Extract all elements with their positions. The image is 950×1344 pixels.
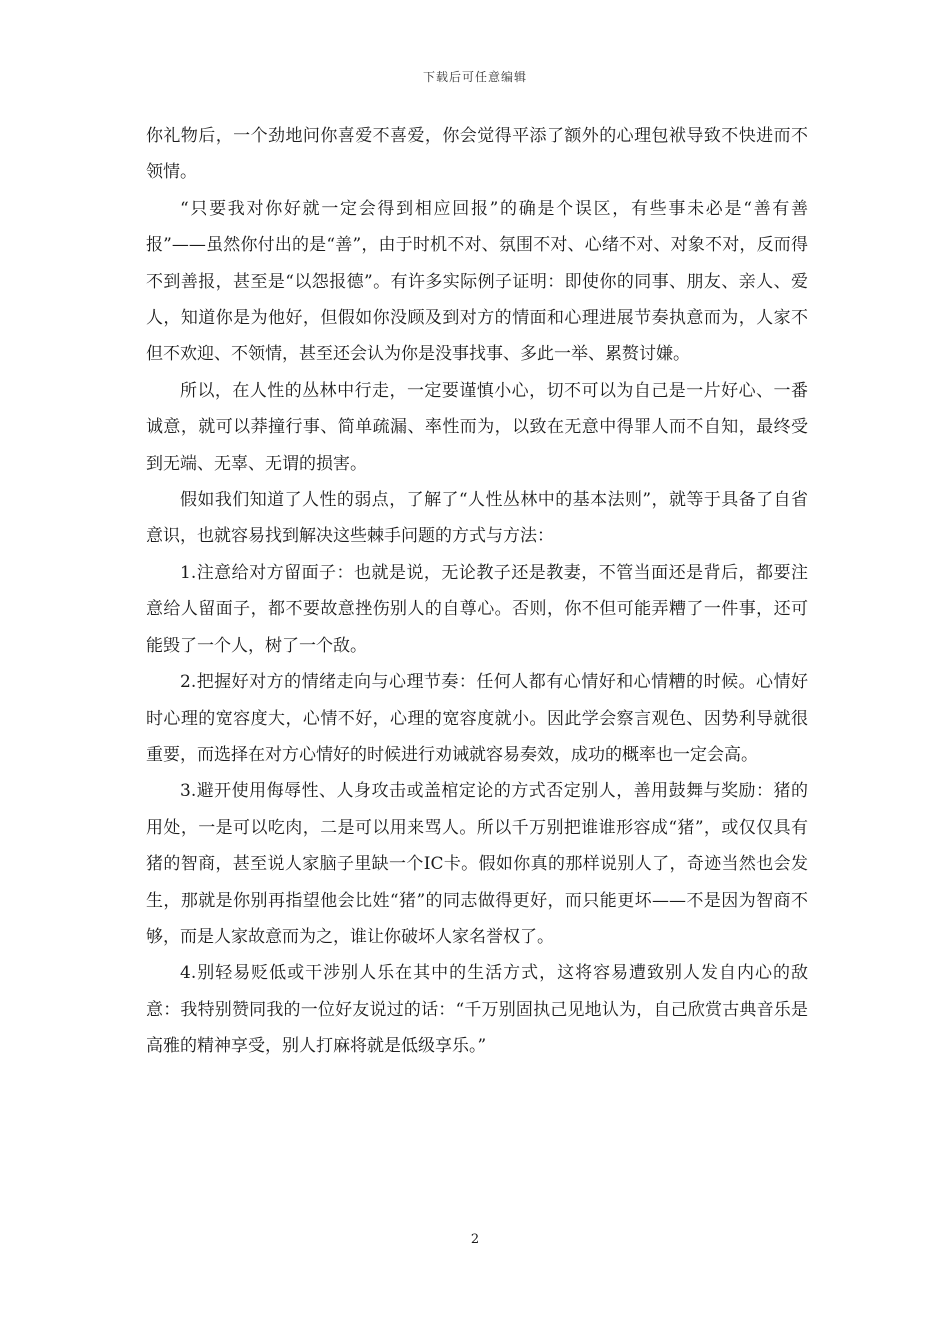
list-item-2: 2.把握好对方的情绪走向与心理节奏：任何人都有心情好和心情糟的时候。心情好时心理的宽容度大，心情不好，心理的宽容度就小。因此学会察言观色、因势利导就很重要，而选择在对方心情好的时候进行劝诫就容易奏效，成功的概率也一定会高。 [146, 672, 808, 765]
list-item-4: 4.别轻易贬低或干涉别人乐在其中的生活方式，这将容易遭致别人发自内心的敌意：我特别赞同我的一位好友说过的话：“千万别固执己见地认为，自己欣赏古典音乐是高雅的精神享受，别人打麻将就是低级享乐。” [146, 963, 808, 1057]
list-item-3: 3.避开使用侮辱性、人身攻击或盖棺定论的方式否定别人，善用鼓舞与奖励：猪的用处，一是可以吃肉，二是可以用来骂人。所以千万别把谁谁形容成“猪”，或仅仅具有猪的智商，甚至说人家脑子里缺一个IC卡。假如你真的那样说别人了，奇迹当然也会发生，那就是你别再指望他会比姓“猪”的同志做得更好，而只能更坏——不是因为智商不够，而是人家故意而为之，谁让你破坏人家名誉权了。 [146, 781, 808, 947]
document-body [146, 118, 808, 1065]
paragraph-misconception: “只要我对你好就一定会得到相应回报”的确是个误区，有些事未必是“善有善报”——虽然你付出的是“善”，由于时机不对、氛围不对、心绪不对、对象不对，反而得不到善报，甚至是“以怨报德”。有许多实际例子证明：即使你的同事、朋友、亲人、爱人，知道你是为他好，但假如你没顾及到对方的情面和心理进展节奏执意而为，人家不但不欢迎、不领情，甚至还会认为你是没事找事、多此一举、累赘讨嫌。 [146, 198, 808, 365]
paragraph-caution: 所以，在人性的丛林中行走，一定要谨慎小心，切不可以为自己是一片好心、一番诚意，就可以莽撞行事、简单疏漏、率性而为，以致在无意中得罪人而不自知，最终受到无端、无辜、无谓的损害。 [146, 380, 808, 474]
page-number: 2 [470, 1232, 480, 1247]
list-item-1: 1.注意给对方留面子：也就是说，无论教子还是教妻，不管当面还是背后，都要注意给人留面子，都不要故意挫伤别人的自尊心。否则，你不但可能弄糟了一件事，还可能毁了一个人，树了一个敌。 [146, 562, 808, 656]
paragraph-continuation: 你礼物后，一个劲地问你喜爱不喜爱，你会觉得平添了额外的心理包袱导致不快进而不领情。 [146, 126, 808, 183]
page-header: 下载后可任意编辑 [422, 70, 527, 84]
paragraph-self-awareness: 假如我们知道了人性的弱点，了解了“人性丛林中的基本法则”，就等于具备了自省意识，也就容易找到解决这些棘手问题的方式与方法： [146, 490, 808, 547]
